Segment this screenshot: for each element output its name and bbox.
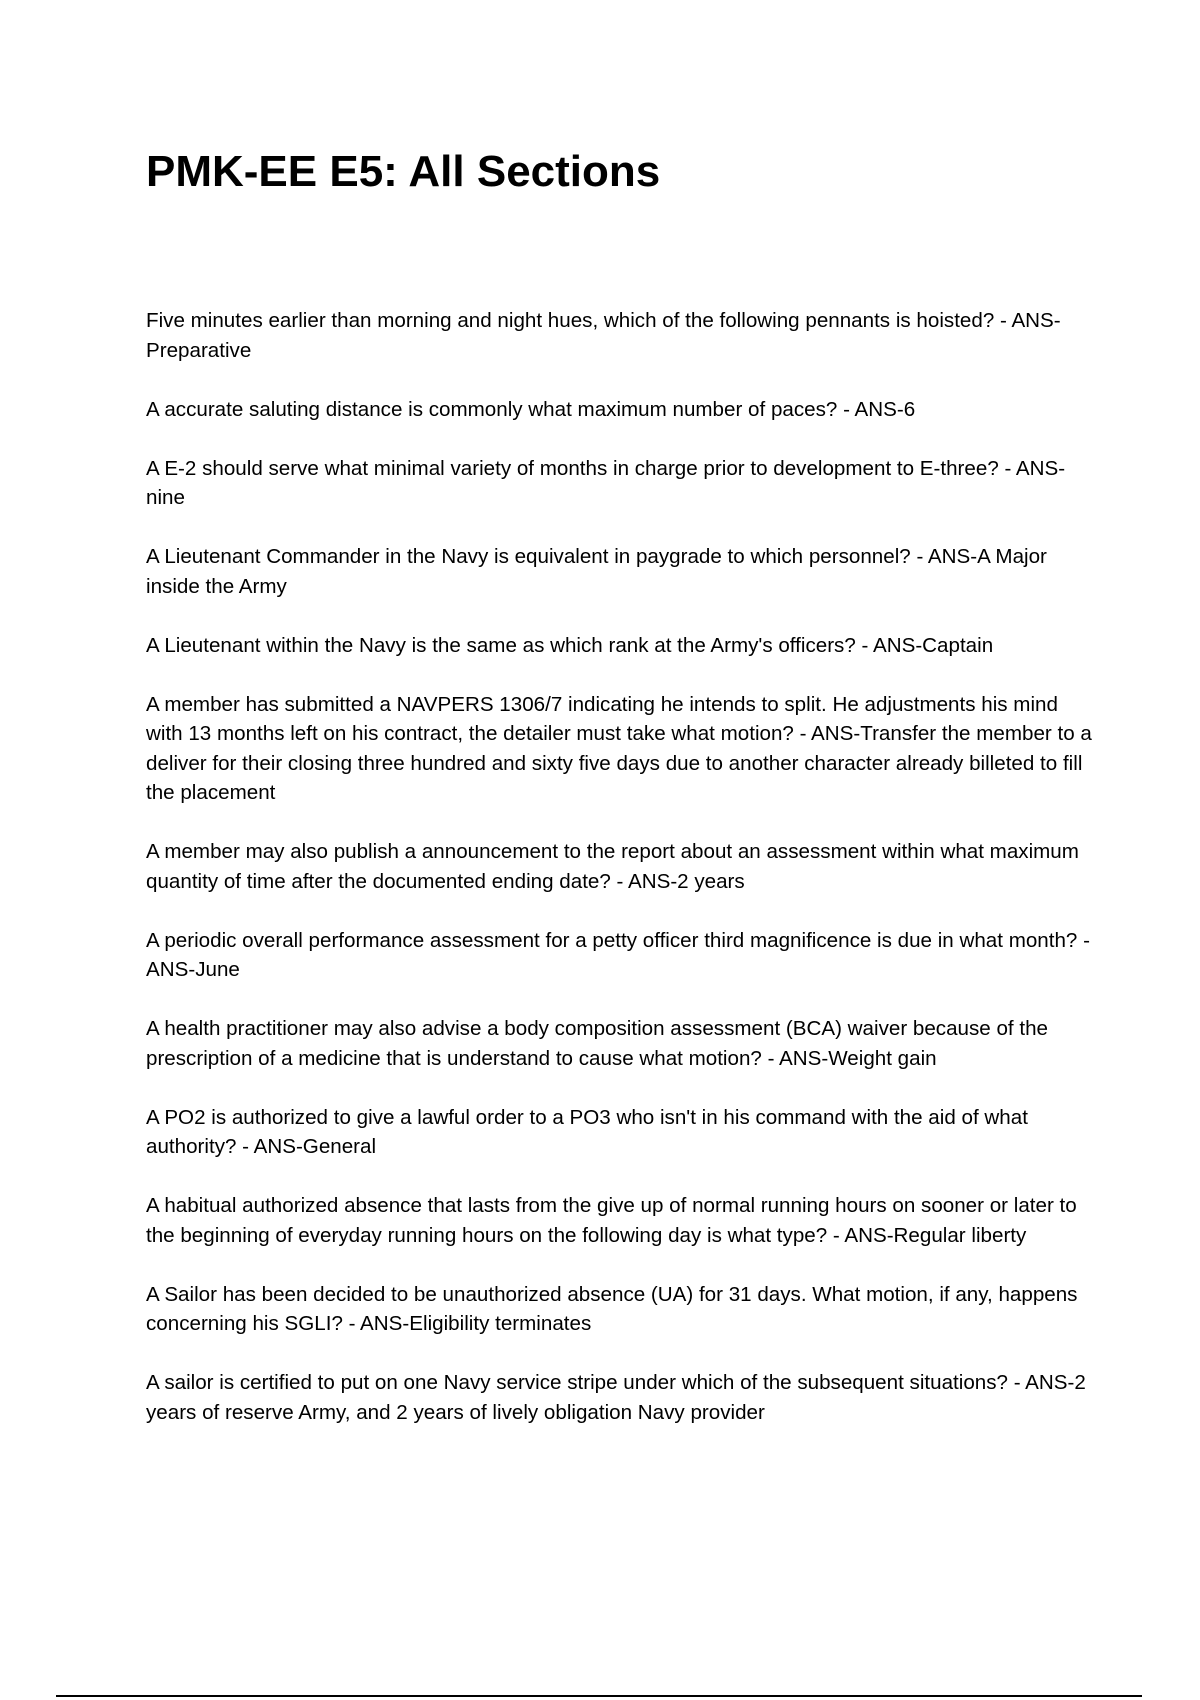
qa-item: Five minutes earlier than morning and night hues, which of the following pennants is hoisted? - ANS-Preparative xyxy=(146,309,1061,362)
qa-item: A E-2 should serve what minimal variety of months in charge prior to development to E-three? - ANS-nine xyxy=(146,456,1066,509)
qa-item: A member has submitted a NAVPERS 1306/7 indicating he intends to split. He adjustments his mind with 13 months left on his contract, the detailer must take what motion? - ANS-Transfer the member to a deliver for their closing three hundred and sixty five days due to another character already billeted to fill the placement xyxy=(146,692,1092,804)
qa-item: A member may also publish a announcement to the report about an assessment within what maximum quantity of time after the documented ending date? - ANS-2 years xyxy=(146,840,1079,893)
qa-item: A habitual authorized absence that lasts from the give up of normal running hours on sooner or later to the beginning of everyday running hours on the following day is what type? - ANS-Regular liberty xyxy=(146,1194,1077,1247)
page-title: PMK-EE E5: All Sections xyxy=(146,147,661,196)
qa-item: A Lieutenant within the Navy is the same as which rank at the Army's officers? - ANS-Captain xyxy=(146,633,994,657)
qa-item: A PO2 is authorized to give a lawful order to a PO3 who isn't in his command with the aid of what authority? - ANS-General xyxy=(146,1105,1028,1158)
qa-item: A accurate saluting distance is commonly what maximum number of paces? - ANS-6 xyxy=(146,397,916,421)
qa-item: A health practitioner may also advise a body composition assessment (BCA) waiver because of the prescription of a medicine that is understand to cause what motion? - ANS-Weight gain xyxy=(146,1017,1049,1070)
qa-item: A Sailor has been decided to be unauthorized absence (UA) for 31 days. What motion, if any, happens concerning his SGLI? - ANS-Eligibility terminates xyxy=(146,1282,1078,1335)
qa-item: A sailor is certified to put on one Navy service stripe under which of the subsequent situations? - ANS-2 years of reserve Army, and 2 years of lively obligation Navy provider xyxy=(146,1371,1086,1424)
qa-list xyxy=(146,306,1096,1457)
qa-item: A periodic overall performance assessment for a petty officer third magnificence is due in what month? - ANS-June xyxy=(146,928,1090,981)
footer-divider xyxy=(56,1695,1142,1697)
qa-item: A Lieutenant Commander in the Navy is equivalent in paygrade to which personnel? - ANS-A Major inside the Army xyxy=(146,545,1047,598)
